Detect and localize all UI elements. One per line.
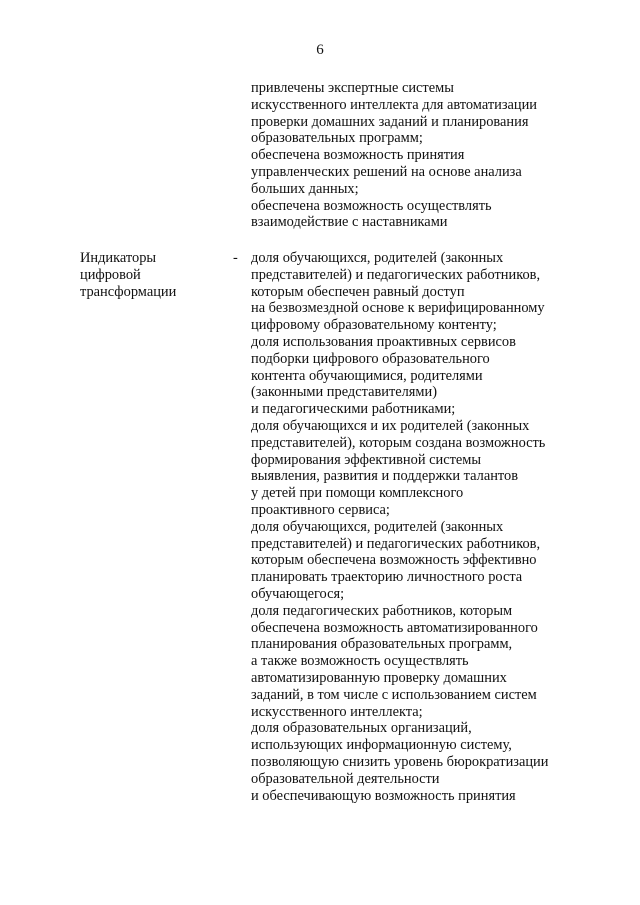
text-line: на безвозмездной основе к верифицированному [251,300,545,317]
text-line: обучающегося; [251,585,345,602]
indicators-text-block [251,250,623,804]
text-line: которым обеспечен равный доступ [251,283,465,300]
text-line: и педагогическими работниками; [251,401,456,418]
indicator-label [80,250,220,300]
text-line: управленческих решений на основе анализа [251,163,522,180]
text-line: обеспечена возможность принятия [251,147,465,164]
text-line: которым обеспечена возможность эффективно [251,552,537,569]
text-line: контента обучающимися, родителями [251,367,483,384]
text-line: представителей), которым создана возможность [251,434,546,451]
text-line: а также возможность осуществлять [251,653,469,670]
text-line: представителей) и педагогических работников, [251,266,541,283]
text-line: привлечены экспертные системы [251,80,454,96]
text-line: образовательной деятельности [251,770,440,787]
text-line: взаимодействие с наставниками [251,214,448,231]
text-line: обеспечена возможность автоматизированного [251,619,538,636]
text-line: искусственного интеллекта; [251,703,423,720]
text-line: доля педагогических работников, которым [251,602,513,619]
text-line: заданий, в том числе с использованием систем [251,686,537,703]
text-line: планировать траекторию личностного роста [251,569,523,586]
label-line: Индикаторы [80,250,157,266]
page-number: 6 [316,42,324,58]
text-line: искусственного интеллекта для автоматизации [251,96,537,113]
text-line: использующих информационную систему, [251,737,512,754]
text-line: проверки домашних заданий и планирования [251,113,529,130]
text-line: доля обучающихся и их родителей (законных [251,417,530,434]
text-line: позволяющую снизить уровень бюрократизации [251,753,549,770]
text-line: доля обучающихся, родителей (законных [251,518,504,535]
text-line: цифровому образовательному контенту; [251,317,497,334]
text-line: подборки цифрового образовательного [251,350,490,367]
text-line: (законными представителями) [251,384,438,401]
label-line: трансформации [80,283,177,300]
text-line: представителей) и педагогических работников, [251,535,541,552]
label-line: цифровой [80,266,141,283]
text-line: и обеспечивающую возможность принятия [251,787,516,804]
text-line: проактивного сервиса; [251,501,390,518]
text-line: планирования образовательных программ, [251,636,513,653]
text-line: доля образовательных организаций, [251,720,472,737]
text-line: доля использования проактивных сервисов [251,333,516,350]
text-line: формирования эффективной системы [251,451,482,468]
text-line: больших данных; [251,180,359,197]
label-dash: - [233,250,238,266]
text-line: у детей при помощи комплексного [251,485,464,502]
text-line: доля обучающихся, родителей (законных [251,250,504,266]
text-line: образовательных программ; [251,130,423,147]
text-line: автоматизированную проверку домашних [251,669,507,686]
top-text-block [251,80,623,231]
text-line: обеспечена возможность осуществлять [251,197,492,214]
text-line: выявления, развития и поддержки талантов [251,468,519,485]
